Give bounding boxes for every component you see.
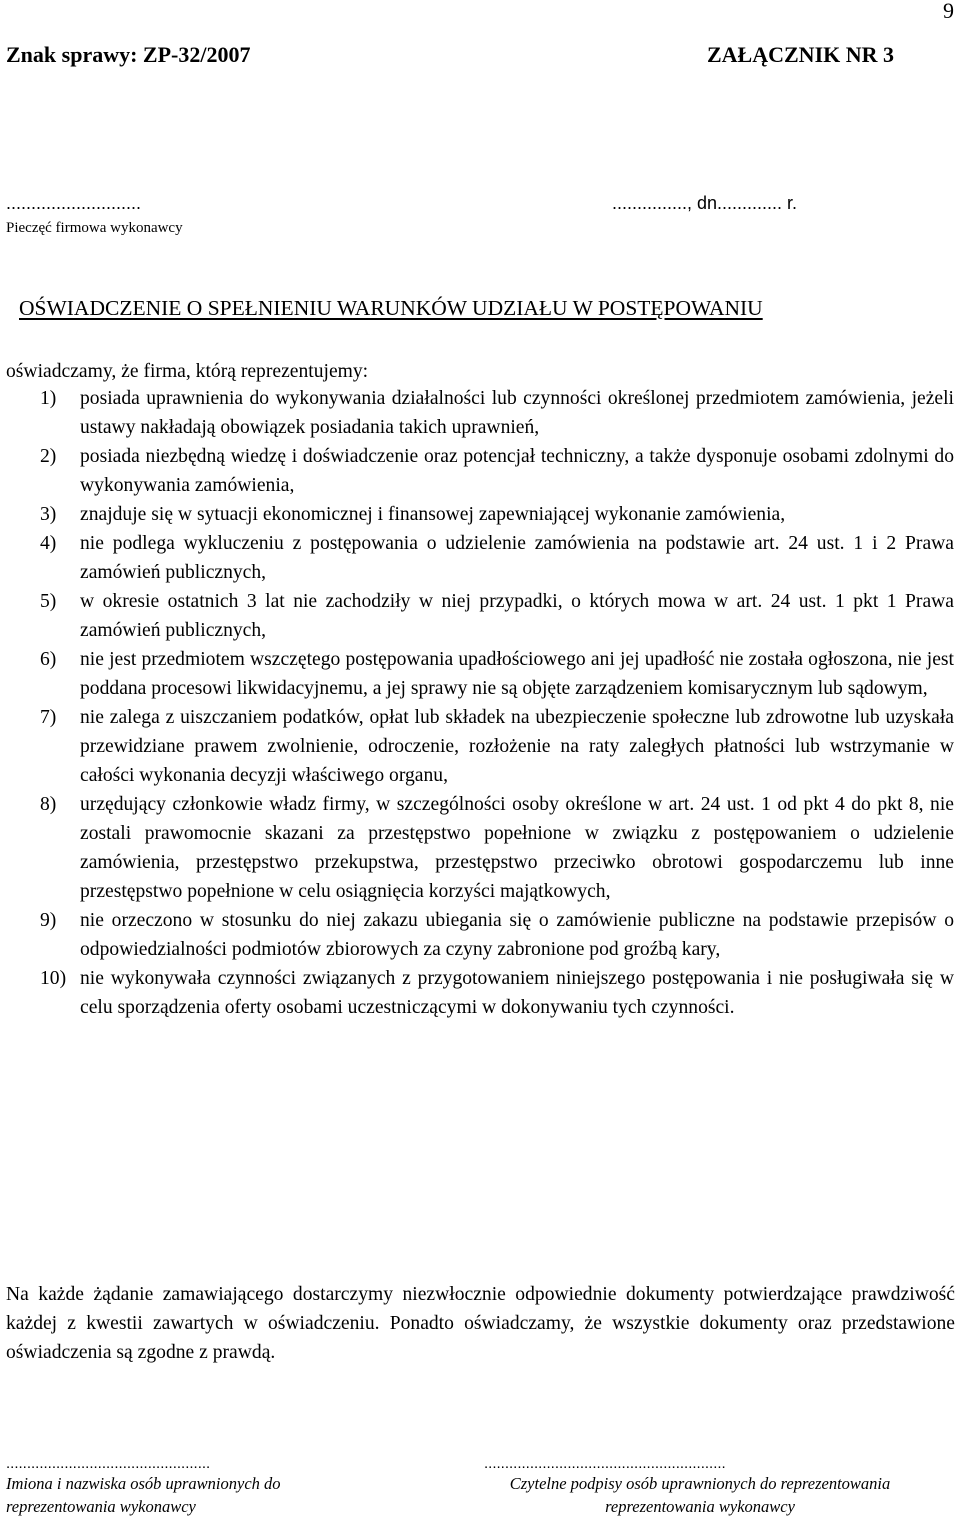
document-title: OŚWIADCZENIE O SPEŁNIENIU WARUNKÓW UDZIAŁU W POSTĘPOWANIU: [19, 296, 763, 320]
item-text: nie podlega wykluczeniu z postępowania o udzielenie zamówienia na podstawie art. 24 ust. 1 i 2 Prawa zamówień publicznych,: [80, 533, 954, 583]
signature-caption: reprezentowania wykonawcy: [605, 1497, 795, 1516]
signature-caption: Czytelne podpisy osób uprawnionych do reprezentowania: [509, 1474, 891, 1493]
item-number: 9): [40, 910, 57, 931]
annex-label: ZAŁĄCZNIK NR 3: [707, 42, 895, 67]
closing-paragraph: Na każde żądanie zamawiającego dostarczymy niezwłocznie odpowiednie dokumenty potwierdzające prawdziwość każdej z kwestii zawartych w oświadczeniu. Ponadto oświadczamy, że wszystkie dokumenty oraz przedstawione oświadczenia są zgodne z prawdą.: [6, 1284, 955, 1363]
item-text: nie jest przedmiotem wszczętego postępowania upadłościowego ani jej upadłość nie została ogłoszona, nie jest poddana procesowi likwidacyjnemu, a jej sprawy nie są objęte zarządzeniem komisarycznym lub sądowym,: [80, 649, 954, 699]
item-number: 4): [40, 533, 57, 554]
stamp-caption: Pieczęć firmowa wykonawcy: [6, 220, 183, 236]
item-text: znajduje się w sytuacji ekonomicznej i finansowej zapewniającej wykonanie zamówienia,: [80, 504, 786, 525]
list-item: [6, 645, 954, 703]
item-text: w okresie ostatnich 3 lat nie zachodziły w niej przypadki, o których mowa w art. 24 ust. 1 pkt 1 Prawa zamówień publicznych,: [80, 591, 954, 641]
list-item: [6, 964, 954, 1022]
item-text: posiada uprawnienia do wykonywania działalności lub czynności określonej przedmiotem zamówienia, jeżeli ustawy nakładają obowiązek posiadania takich uprawnień,: [80, 388, 954, 438]
list-item: [6, 906, 954, 964]
declaration-list: [6, 384, 954, 1022]
item-number: 7): [40, 707, 57, 728]
item-number: 2): [40, 446, 57, 467]
item-number: 1): [40, 388, 57, 409]
list-item: [6, 500, 954, 529]
item-number: 10): [40, 968, 67, 989]
signature-dots: ..........................................................: [484, 1455, 726, 1472]
list-item: [6, 587, 954, 645]
item-text: nie orzeczono w stosunku do niej zakazu ubiegania się o zamówienie publiczne na podstawie przepisów o odpowiedzialności podmiotów zbiorowych za czyny zabronione pod groźbą kary,: [80, 910, 954, 960]
intro-text: oświadczamy, że firma, którą reprezentujemy:: [6, 361, 369, 382]
item-number: 8): [40, 794, 57, 815]
signature-block-names: [6, 1456, 281, 1518]
list-item: [6, 790, 954, 906]
item-text: urzędujący członkowie władz firmy, w szczególności osoby określone w art. 24 ust. 1 od pkt 4 do pkt 8, nie zostali prawomocnie skazani za przestępstwo popełnione w związku z postępowaniem o udzielenie zamówienia, przestępstwo przekupstwa, przestępstwo przeciwko obrotowi gospodarczemu lub inne przestępstwo popełnione w celu osiągnięcia korzyści majątkowych,: [80, 794, 954, 902]
item-number: 3): [40, 504, 57, 525]
signature-caption: reprezentowania wykonawcy: [6, 1497, 196, 1516]
list-item: [6, 529, 954, 587]
signature-caption: Imiona i nazwiska osób uprawnionych do: [6, 1474, 281, 1493]
item-text: nie wykonywała czynności związanych z przygotowaniem niniejszego postępowania i nie posługiwała się w celu sporządzenia oferty osobami uczestniczącymi w dokonywaniu tych czynności.: [80, 968, 954, 1018]
page-number: 9: [943, 0, 954, 23]
item-text: posiada niezbędną wiedzę i doświadczenie oraz potencjał techniczny, a także dysponuje osobami zdolnymi do wykonywania zamówienia,: [80, 446, 954, 496]
list-item: [6, 442, 954, 500]
signature-dots: .................................................: [6, 1455, 211, 1472]
item-number: 5): [40, 591, 57, 612]
list-item: [6, 703, 954, 790]
stamp-dots: ...........................: [6, 193, 142, 213]
case-number: Znak sprawy: ZP-32/2007: [6, 42, 251, 67]
list-item: [6, 384, 954, 442]
signature-block-signatures: [470, 1456, 930, 1518]
item-number: 6): [40, 649, 57, 670]
date-line: ..............., dn............. r.: [612, 193, 798, 213]
item-text: nie zalega z uiszczaniem podatków, opłat lub składek na ubezpieczenie społeczne lub zdrowotne lub uzyskała przewidziane prawem zwolnienie, odroczenie, rozłożenie na raty zaległych płatności lub wstrzymanie w całości wykonania decyzji właściwego organu,: [80, 707, 954, 786]
